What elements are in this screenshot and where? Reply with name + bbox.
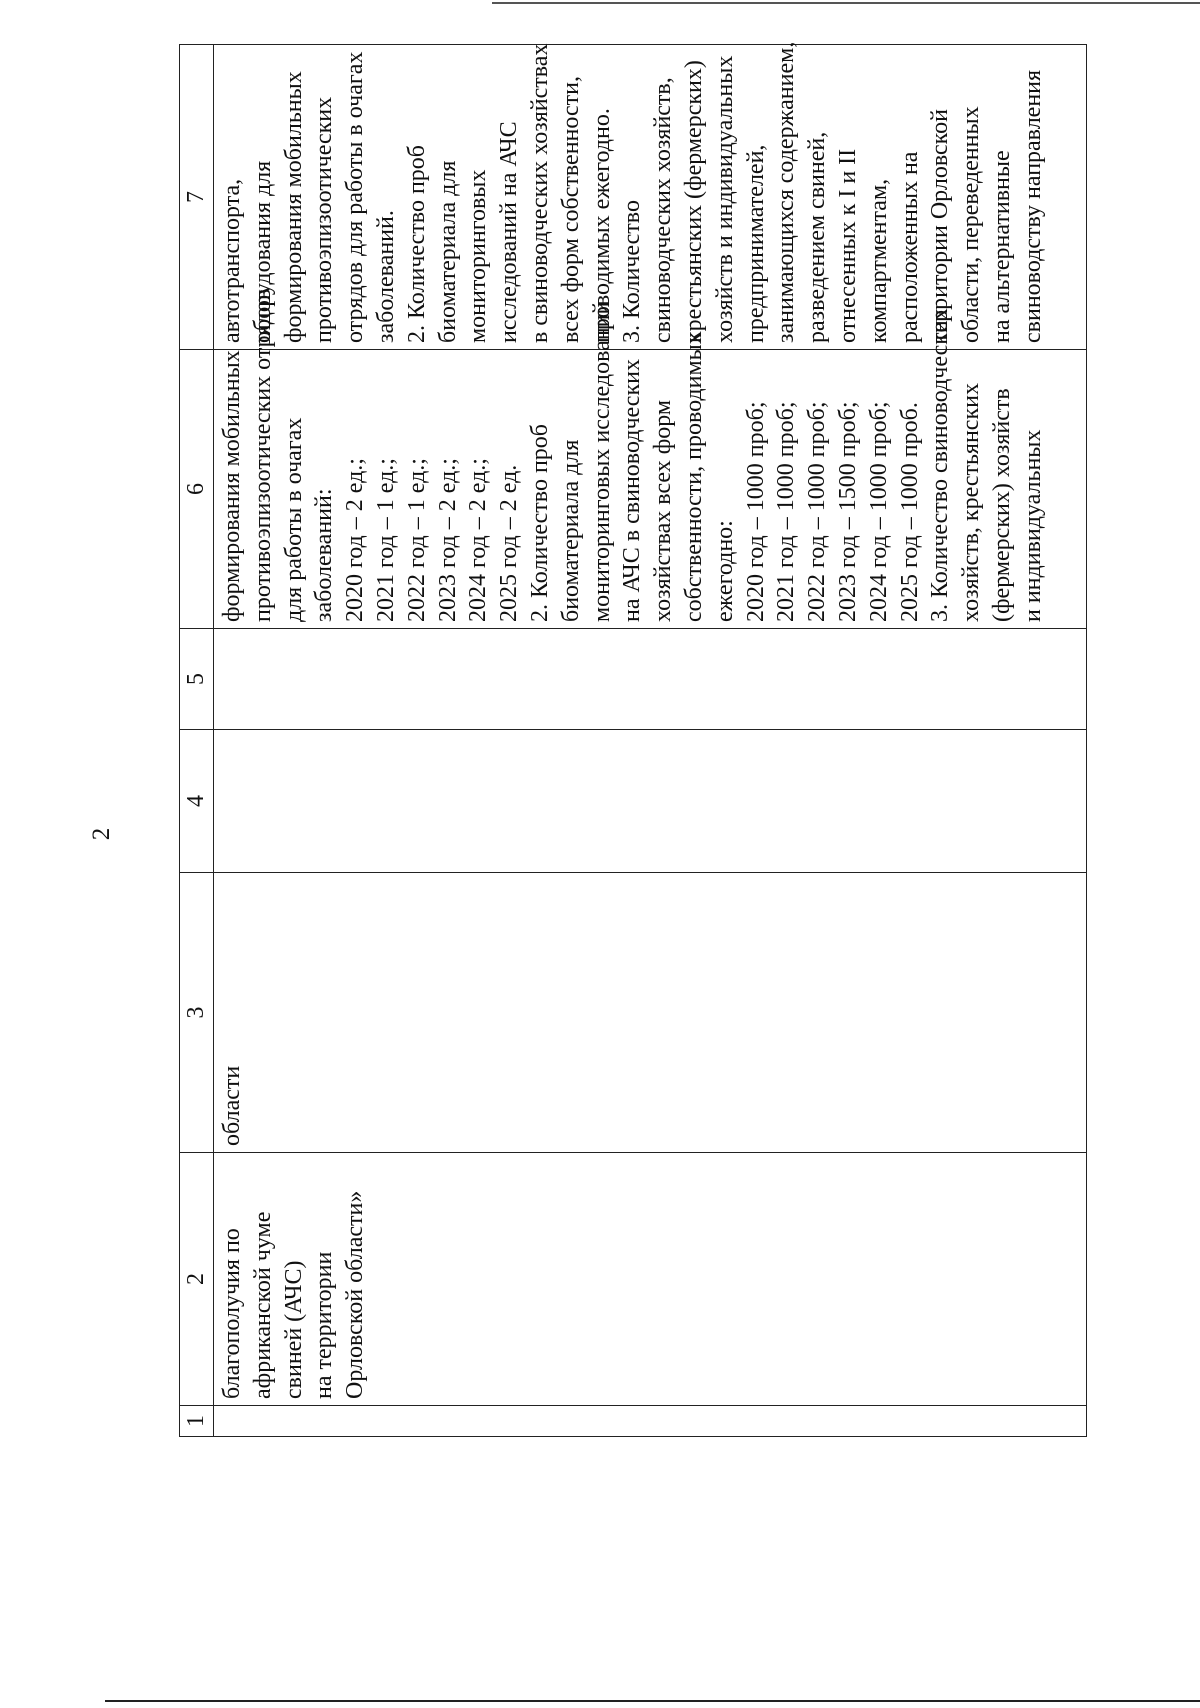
cell-text-line: 2. Количество проб (526, 424, 553, 622)
cell-text-line: 2021 год – 1 ед.; (372, 458, 399, 622)
cell-text-line: области, переведенных (958, 106, 985, 343)
cell-text-line: 3. Количество (619, 200, 646, 343)
cell-text-line: 2023 год – 2 ед.; (434, 458, 461, 622)
cell-text-line: биоматериала для (434, 160, 461, 343)
cell-text-line: 2021 год – 1000 проб; (773, 401, 800, 622)
cell-text-line: предпринимателей, (742, 144, 769, 343)
cell-text-line: хозяйств, крестьянских (958, 383, 985, 622)
program-table (179, 41, 1087, 1437)
cell-text-line: 2025 год – 1000 проб. (896, 402, 923, 622)
cell-text-line: на территории (311, 1251, 338, 1399)
cell-text-line: противоэпизоотических отрядов (249, 288, 276, 622)
header-col-3: 3 (180, 873, 214, 1153)
cell-text-line: формирования мобильных (280, 71, 307, 343)
header-col-7: 7 (180, 45, 214, 350)
cell-text-line: оборудования для (249, 160, 276, 343)
cell-text-line: компартментам, (865, 178, 892, 343)
cell-text-line: Орловской области» (342, 1190, 369, 1399)
cell-col-4 (214, 730, 1087, 873)
rotated-table-container (179, 41, 1087, 1437)
cell-text-line: исследований на АЧС (496, 121, 523, 343)
cell-text-line: заболеваний. (372, 210, 399, 343)
cell-text-line: 2020 год – 2 ед.; (342, 458, 369, 622)
cell-text-line: биоматериала для (557, 439, 584, 622)
cell-text-line: мониторинговых (465, 169, 492, 343)
cell-text-line: благополучия по (219, 1228, 245, 1399)
scan-edge-top (492, 2, 1200, 4)
cell-col-7 (214, 41, 1087, 350)
header-col-4: 4 (180, 730, 214, 873)
cell-text-line: противоэпизоотических (311, 96, 338, 343)
cell-text-line: крестьянских (фермерских) (680, 60, 707, 343)
cell-text-line: территории Орловской (927, 109, 954, 343)
cell-text-line: ежегодно: (711, 520, 738, 622)
cell-text-line: 2022 год – 1 ед.; (403, 458, 430, 622)
cell-text-line: 2024 год – 1000 проб; (865, 401, 892, 622)
cell-text-line: отнесенных к I и II (834, 148, 861, 343)
cell-text-line: в свиноводческих хозяйствах (526, 43, 553, 343)
cell-text-line: автотранспорта, (219, 178, 245, 343)
cell-text-line: мониторинговых исследований (588, 301, 615, 622)
cell-text-line: для работы в очагах (280, 417, 307, 622)
cell-col-2 (214, 1153, 1087, 1406)
table-row (214, 45, 1087, 1437)
cell-text-line: свиноводству направления (1019, 69, 1046, 343)
header-row (180, 45, 214, 1437)
header-col-1: 1 (180, 1406, 214, 1437)
cell-text-line: 3. Количество свиноводческих (927, 308, 954, 622)
cell-col-5 (214, 629, 1087, 730)
cell-text-line: свиней (АЧС) (280, 1260, 307, 1399)
cell-text-line: 2. Количество проб (403, 145, 430, 343)
cell-text-line: 2022 год – 1000 проб; (804, 401, 831, 622)
cell-text-line: 2024 год – 2 ед.; (465, 458, 492, 622)
cell-text-line: хозяйств и индивидуальных (711, 55, 738, 343)
header-col-6: 6 (180, 350, 214, 629)
cell-text-line: на альтернативные (988, 150, 1015, 343)
cell-text-line: 2023 год – 1500 проб; (834, 401, 861, 622)
cell-col-6 (214, 288, 1087, 629)
header-col-5: 5 (180, 629, 214, 730)
cell-text-line: свиноводческих хозяйств, (650, 77, 677, 343)
page-number: 2 (88, 827, 115, 841)
cell-col-1 (214, 1406, 1087, 1437)
cell-text-line: собственности, проводимых (680, 332, 707, 622)
cell-text-line: хозяйствах всех форм (650, 399, 677, 622)
cell-text-line: африканской чуме (249, 1211, 276, 1399)
cell-text-line: области (219, 1065, 245, 1146)
cell-text-line: 2025 год – 2 ед. (496, 464, 523, 622)
cell-text-line: разведением свиней, (804, 131, 831, 343)
cell-text-line: отрядов для работы в очагах (342, 51, 369, 343)
header-col-2: 2 (180, 1153, 214, 1406)
cell-text-line: всех форм собственности, (557, 76, 584, 343)
cell-text-line: и индивидуальных (1019, 429, 1046, 622)
cell-text-line: 2020 год – 1000 проб; (742, 401, 769, 622)
cell-text-line: на АЧС в свиноводческих (619, 359, 646, 622)
cell-col-3 (214, 873, 1087, 1153)
cell-text-line: (фермерских) хозяйств (988, 388, 1015, 622)
cell-text-line: проводимых ежегодно. (588, 108, 615, 343)
scan-edge-bottom (105, 1700, 1200, 1702)
cell-text-line: заболеваний: (311, 488, 338, 622)
cell-text-line: расположенных на (896, 151, 923, 343)
cell-text-line: формирования мобильных (219, 350, 245, 622)
cell-text-line: занимающихся содержанием, (773, 41, 800, 343)
